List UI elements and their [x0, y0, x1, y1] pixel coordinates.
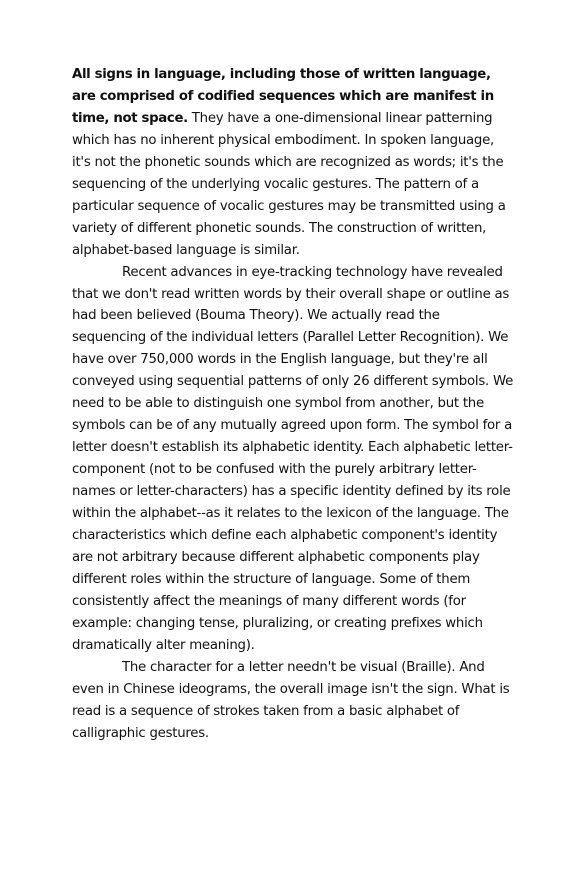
paragraph-1-lead: All signs in language, including those of written language, are comprised of codified sequences which are manifest in time, not space. [72, 67, 494, 126]
paragraph-2: Recent advances in eye-tracking technology have revealed that we don't read written words by their overall shape or outline as had been believed (Bouma Theory). We actually read the sequencing of the individual letters (Parallel Letter Recognition). We have over 750,000 words in the English language, but they're all conveyed using sequential patterns of only 26 different symbols. We need to be able to distinguish one symbol from another, but the symbols can be of any mutually agreed upon form. The symbol for a letter doesn't establish its alphabetic identity. Each alphabetic letter-component (not to be confused with the purely arbitrary letter-names or letter-characters) has a specific identity defined by its role within the alphabet--as it relates to the lexicon of the language. The characteristics which define each alphabetic component's identity are not arbitrary because different alphabetic components play different roles within the structure of language. Some of them consistently affect the meanings of many different words (for example: changing tense, pluralizing, or creating prefixes which dramatically alter meaning). [72, 264, 513, 653]
paragraph-3: The character for a letter needn't be visual (Braille). And even in Chinese ideograms, the overall image isn't the sign. What is read is a sequence of strokes taken from a basic alphabet of calligraphic gestures. [72, 659, 510, 741]
paragraph-1-text: They have a one-dimensional linear patterning which has no inherent physical embodiment. In spoken language, it's not the phonetic sounds which are recognized as words; it's the sequencing of the underlying vocalic gestures. The pattern of a particular sequence of vocalic gestures may be transmitted using a variety of different phonetic sounds. The construction of written, alphabet-based language is similar. [72, 110, 506, 258]
paragraph-1 [72, 64, 516, 262]
document-body [72, 64, 516, 745]
